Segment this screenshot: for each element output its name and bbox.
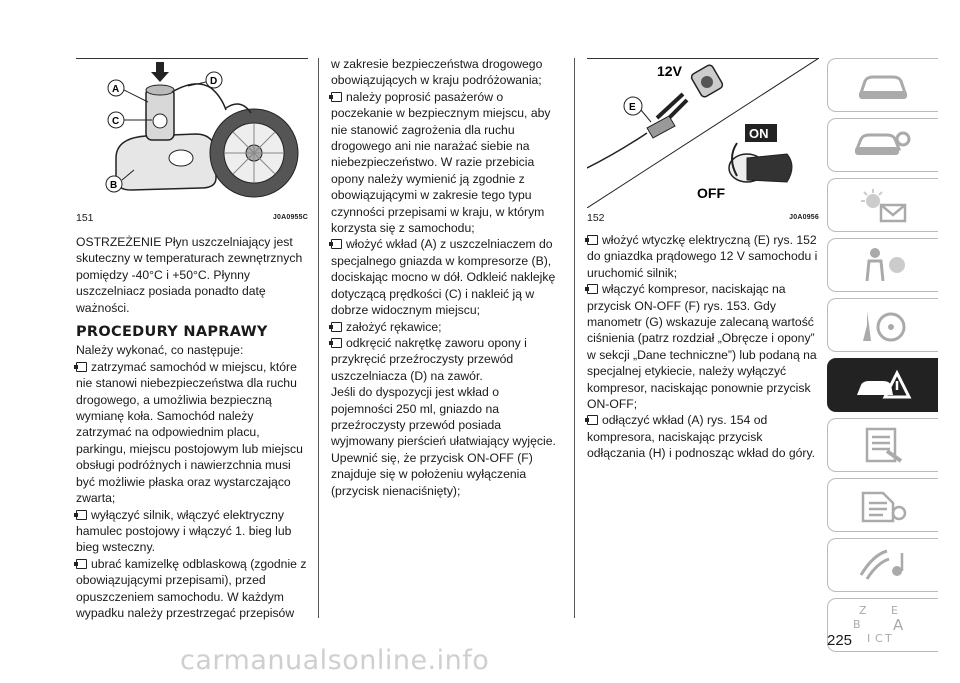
list-item: włożyć wkład (A) z uszczelniaczem do specjalnego gniazda w kompresorze (B), dociskając mocno w dół. Odkleić naklejkę dotyczącą prędkości (C) i nakleić ją w dobrze widocznym miejscu; <box>331 237 556 318</box>
bullet-icon <box>587 235 598 245</box>
bullet-icon <box>331 338 342 348</box>
label-a: A <box>112 84 120 95</box>
continuation-text: w zakresie bezpieczeństwa drogowego obowiązujących w kraju podróżowania; <box>331 57 543 88</box>
figure-152-code: J0A0956 <box>789 213 819 221</box>
page-number: 225 <box>827 632 853 649</box>
tab-airbag-seatbelt[interactable] <box>827 238 938 292</box>
list-item: zatrzymać samochód w miejscu, które nie stanowi niebezpieczeństwa dla ruchu drogowego, a umożliwia bezpieczną wymianę koła. Samochód należy zatrzymać na odpowiednim placu, parkingu, miejscu postojowym lub miejscu obsługi podróżnych i nawierzchnia musi być możliwie płaska oraz wystarczająco zwarta; <box>76 359 303 506</box>
figure-151-caption <box>76 212 308 226</box>
list-item: wyłączyć silnik, włączyć elektryczny hamulec postojowy i włączyć 1. bieg lub bieg wsteczny. <box>76 507 292 555</box>
chapter-tabs <box>827 58 939 658</box>
car-dashboard-icon <box>853 65 913 105</box>
steering-wheel-icon <box>853 305 913 345</box>
column-divider-2 <box>574 58 575 618</box>
bullet-icon <box>76 559 87 569</box>
multimedia-icon <box>853 545 913 585</box>
figure-152 <box>587 58 819 208</box>
bullet-icon <box>76 510 87 520</box>
list-item: odkręcić nakrętkę zaworu opony i przykręcić przeźroczysty przewód uszczelniacza (D) na zawór. <box>331 335 527 383</box>
tab-car-key[interactable] <box>827 118 938 172</box>
label-e: E <box>629 102 636 113</box>
tab-car-dashboard[interactable] <box>827 58 938 112</box>
intro-text: Należy wykonać, co następuje: <box>76 343 244 358</box>
tab-breakdown-warning[interactable] <box>827 358 938 412</box>
technical-data-icon <box>853 485 913 525</box>
column-3 <box>587 58 819 462</box>
paragraph: Upewnić się, że przycisk ON-OFF (F) znajduje się w położeniu wyłączenia (przycisk nienaciśnięty); <box>331 450 533 498</box>
list-item: założyć rękawice; <box>331 319 563 335</box>
paragraph: Jeśli do dyspozycji jest wkład o pojemności 250 ml, gniazdo na przeźroczysty przewód posiada wyjmowany pierścień ułatwiający wyjęcie. <box>331 385 556 449</box>
bullet-icon <box>331 239 342 249</box>
breakdown-warning-icon <box>853 365 913 405</box>
bullet-icon <box>76 362 87 372</box>
label-d: D <box>210 76 218 87</box>
figure-152-number: 152 <box>587 211 605 224</box>
list-item: ubrać kamizelkę odblaskową (zgodnie z obowiązującymi przepisami), przed opuszczeniem samochodu. W każdym wypadku należy przestrzegać przepisów <box>76 556 307 620</box>
label-c: C <box>112 116 120 127</box>
figure-151-number: 151 <box>76 211 94 224</box>
tab-multimedia[interactable] <box>827 538 938 592</box>
car-key-icon <box>853 125 913 165</box>
figure-151-code: J0A0955C <box>272 213 308 221</box>
figure-152-caption <box>587 212 819 226</box>
label-off: OFF <box>697 185 725 201</box>
column-1 <box>76 58 308 621</box>
index-letters-icon: Z E B A I C T <box>853 604 904 645</box>
bullet-icon <box>587 284 598 294</box>
warning-text: OSTRZEŻENIE Płyn uszczelniający jest skuteczny w temperaturach zewnętrznych pomiędzy -40°C i +50°C. Płynny uszczelniacz posiada ponadto datę ważności. <box>76 235 303 315</box>
list-item: włożyć wtyczkę elektryczną (E) rys. 152 do gniazdka prądowego 12 V samochodu i uruchomić silnik; <box>587 233 818 280</box>
label-on: ON <box>749 126 769 141</box>
bullet-icon <box>587 415 598 425</box>
sun-mail-icon <box>853 185 913 225</box>
label-b: B <box>110 180 118 191</box>
power-socket-illustration <box>587 58 819 208</box>
tab-service-tools[interactable] <box>827 418 938 472</box>
tab-technical-data[interactable] <box>827 478 938 532</box>
column-2 <box>331 56 563 499</box>
section-heading: PROCEDURY NAPRAWY <box>76 324 268 341</box>
tab-sun-mail[interactable] <box>827 178 938 232</box>
tab-steering-wheel[interactable] <box>827 298 938 352</box>
label-12v: 12V <box>657 63 682 79</box>
list-item: odłączyć wkład (A) rys. 154 od kompresora, naciskając przycisk odłączania (H) i podnosząc wkład do góry. <box>587 413 816 461</box>
figure-151 <box>76 58 308 208</box>
list-item: włączyć kompresor, naciskając na przycisk ON-OFF (F) rys. 153. Gdy manometr (G) wskazuje zalecaną wartość ciśnienia (patrz rozdział „Obręcze i opony” w sekcji „Dane techniczne”) lub podaną na specjalnej etykiecie, należy wyłączyć kompresor, naciskając ponownie przycisk ON-OFF; <box>587 282 817 412</box>
compressor-illustration <box>76 58 308 208</box>
bullet-icon <box>331 92 342 102</box>
watermark: carmanualsonline.info <box>180 645 490 676</box>
service-tools-icon <box>853 425 913 465</box>
airbag-seatbelt-icon <box>853 245 913 285</box>
column-divider-1 <box>318 58 319 618</box>
bullet-icon <box>331 322 342 332</box>
list-item: należy poprosić pasażerów o poczekanie w bezpiecznym miejscu, aby nie stanowić zagrożenia dla ruchu drogowego ani nie narażać siebie na niebezpieczeństwo. W razie przebicia opony należy wymienić ją zgodnie z obowiązującymi w zakresie tego typu czynności przepisami w kraju, w którym korzysta się z samochodu; <box>331 89 551 236</box>
